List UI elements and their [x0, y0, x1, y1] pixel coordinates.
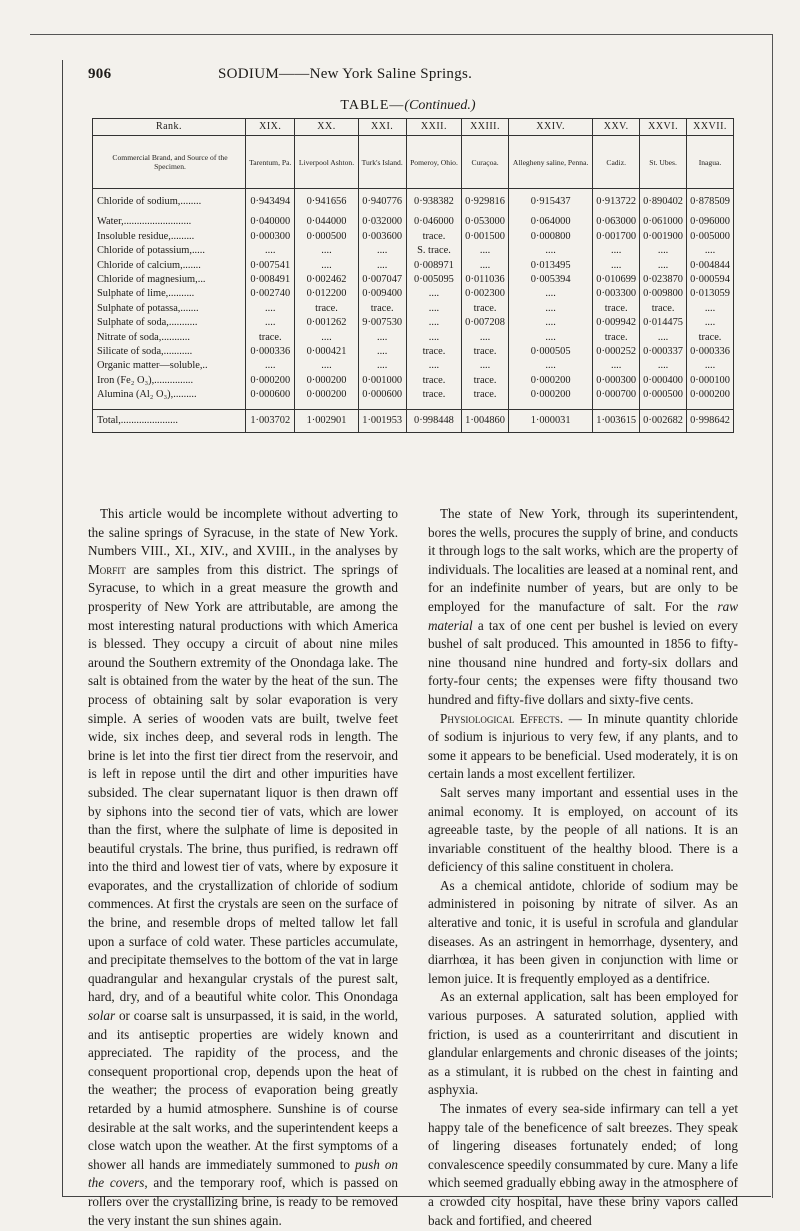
- value-cell: 0·004844: [687, 259, 734, 273]
- row-label: Sulphate of soda,...........: [93, 316, 246, 330]
- value-cell: 0·007047: [358, 273, 406, 287]
- value-cell: 0·063000: [593, 215, 640, 229]
- value-cell: ....: [640, 244, 687, 258]
- source-cell: Curaçoa.: [462, 136, 509, 189]
- value-cell: trace.: [406, 374, 461, 388]
- row-label: Sulphate of lime,..........: [93, 287, 246, 301]
- text-run: This article would be incomplete without adverting to the saline springs of Syracuse, in the state of New York. Numbers VIII., XI., XIV., and XVIII., in the analyses by: [88, 506, 398, 559]
- value-cell: 0·001900: [640, 230, 687, 244]
- value-cell: S. trace.: [406, 244, 461, 258]
- italic-term: solar: [88, 1008, 116, 1024]
- row-label: Chloride of sodium,........: [93, 195, 246, 209]
- value-cell: 0·000400: [640, 374, 687, 388]
- value-cell: ....: [406, 316, 461, 330]
- value-cell: ....: [593, 244, 640, 258]
- column-header: XXII.: [406, 119, 461, 136]
- value-cell: 0·000600: [246, 388, 295, 402]
- text-run: — In minute quantity chloride of sodium is injurious to very few, if any plants, and to some it appears to be beneficial. Used moderately, it is on certain lands a most excellent fertilizer.: [428, 710, 738, 782]
- value-cell: 0·000200: [295, 374, 358, 388]
- value-cell: 0·005000: [687, 230, 734, 244]
- total-value: 0·002682: [640, 409, 687, 432]
- value-cell: 0·002740: [246, 287, 295, 301]
- value-cell: ....: [295, 359, 358, 373]
- value-cell: trace.: [406, 230, 461, 244]
- source-cell: Tarentum, Pa.: [246, 136, 295, 189]
- value-cell: 0·002300: [462, 287, 509, 301]
- value-cell: ....: [358, 259, 406, 273]
- value-cell: trace.: [640, 302, 687, 316]
- analysis-table: [92, 118, 734, 433]
- value-cell: 0·000200: [295, 388, 358, 402]
- value-cell: ....: [246, 316, 295, 330]
- value-cell: ....: [640, 259, 687, 273]
- value-cell: 0·000505: [509, 345, 593, 359]
- value-cell: 0·010699: [593, 273, 640, 287]
- source-cell: Allegheny saline, Penna.: [509, 136, 593, 189]
- text-run: or coarse salt is unsurpassed, it is said, in the world, and its antiseptic properties are widely known and appreciated. The rapidity of the process, and the consequent proportional crop, depends upon the heat of the weather; the process of evaporation being greatly retarded by a humid atmosphere. Sunshine is of course desirable at the salt works, and the superintendent keeps a close watch upon the weather. At the first symptoms of a shower all hands are immediately summoned to: [88, 1008, 398, 1172]
- column-header: XXV.: [593, 119, 640, 136]
- value-cell: ....: [687, 316, 734, 330]
- row-label: Insoluble residue,.........: [93, 230, 246, 244]
- right-column: [428, 505, 738, 1230]
- value-cell: ....: [295, 331, 358, 345]
- source-cell: Pomeroy, Ohio.: [406, 136, 461, 189]
- total-value: 1·002901: [295, 409, 358, 432]
- paragraph: As an external application, salt has been employed for various purposes. A saturated solution, applied with friction, is used as a counterirritant and discutient in glandular enlargements and chronic diseases of the joints; as a stimulant, it is rubbed on the chest in fainting and asphyxia.: [428, 989, 738, 1098]
- value-cell: ....: [358, 345, 406, 359]
- value-cell: 0·000336: [246, 345, 295, 359]
- value-cell: 0·012200: [295, 287, 358, 301]
- column-header: XXVII.: [687, 119, 734, 136]
- value-cell: ....: [509, 316, 593, 330]
- text-run: are samples from this district. The springs of Syracuse, to which in a great measure the growth and prosperity of New York are attributable, are among the most interesting natural productions with which America is blessed. They occupy a circuit of about nine miles around the Southern extremity of the Onondaga lake. The salt is obtained from the water by the heat of the sun. The process of obtaining salt by solar evaporation is very simple. A series of wooden vats are built, twelve feet wide, six inches deep, and several rods in length. The brine is let into the first tier direct from the reservoir, and is left in repose until the dirt and other impurities have subsided. The clear supernatant liquor is then drawn off by siphons into the second tier of vats, which are lower than the first, where the sulphate of lime is deposited in beautiful crystals. The brine, thus purified, is redrawn off into the third and lowest tier of vats, where by exposure it evaporates, and the crystallization of chloride of sodium commences. At first the crystals are seen on the surface of the brine, and resemble drops of melted tallow let fall upon a surface of cold water. These particles accumulate, and precipitate themselves to the bottom of the vat in large quadrangular and hexangular crystals of the purest salt, hard, dry, and of a beautiful white color. This Onondaga: [88, 561, 398, 1005]
- value-cell: 0·000300: [246, 230, 295, 244]
- column-header: XXIII.: [462, 119, 509, 136]
- value-cell: ....: [406, 287, 461, 301]
- value-cell: ....: [406, 302, 461, 316]
- total-label: Total,......................: [93, 409, 246, 432]
- value-cell: trace.: [462, 345, 509, 359]
- value-cell: 0·000200: [509, 388, 593, 402]
- value-cell: ....: [462, 259, 509, 273]
- row-label: Alumina (Al₂ O₃),.........: [93, 388, 246, 402]
- running-title: SODIUM——New York Saline Springs.: [218, 66, 473, 82]
- table-header-row: [93, 119, 734, 136]
- value-cell: ....: [462, 244, 509, 258]
- value-cell: 0·943494: [246, 195, 295, 209]
- value-cell: 0·005394: [509, 273, 593, 287]
- value-cell: 0·009400: [358, 287, 406, 301]
- column-header: XXI.: [358, 119, 406, 136]
- total-row: [93, 409, 734, 432]
- value-cell: 0·061000: [640, 215, 687, 229]
- text-run: The state of New York, through its superintendent, bores the wells, procures the supply of brine, and conducts it through logs to the salt works, which are the property of individuals. The localities are leased at a nominal rent, and for an indefinite number of years, but are only to be employed for the manufacture of salt. For the: [428, 506, 738, 614]
- table-row: [93, 287, 734, 301]
- value-cell: ....: [246, 302, 295, 316]
- value-cell: ....: [640, 331, 687, 345]
- value-cell: trace.: [358, 302, 406, 316]
- author-name: Morfit: [88, 561, 126, 577]
- value-cell: 0·003300: [593, 287, 640, 301]
- value-cell: 0·064000: [509, 215, 593, 229]
- value-cell: 0·046000: [406, 215, 461, 229]
- text-run: , and the temporary roof, which is passed on rollers over the crystallizing brine, is ready to be removed the very instant the sun shines again.: [88, 1175, 398, 1228]
- value-cell: trace.: [593, 302, 640, 316]
- total-value: 1·003702: [246, 409, 295, 432]
- table-row: [93, 195, 734, 209]
- value-cell: ....: [358, 244, 406, 258]
- value-cell: 0·938382: [406, 195, 461, 209]
- value-cell: trace.: [593, 331, 640, 345]
- value-cell: 0·000421: [295, 345, 358, 359]
- outer-rule-top: [30, 34, 772, 35]
- source-cell: Inagua.: [687, 136, 734, 189]
- value-cell: 0·013059: [687, 287, 734, 301]
- value-cell: 0·001700: [593, 230, 640, 244]
- column-header: XXIV.: [509, 119, 593, 136]
- value-cell: 0·013495: [509, 259, 593, 273]
- value-cell: 0·003600: [358, 230, 406, 244]
- value-cell: 0·000594: [687, 273, 734, 287]
- value-cell: 0·000200: [509, 374, 593, 388]
- table-row: [93, 302, 734, 316]
- total-value: 1·001953: [358, 409, 406, 432]
- value-cell: trace.: [462, 374, 509, 388]
- table-row: [93, 316, 734, 330]
- source-cell: Liverpool Ashton.: [295, 136, 358, 189]
- value-cell: 0·009800: [640, 287, 687, 301]
- value-cell: 0·005095: [406, 273, 461, 287]
- rank-header: Rank.: [93, 119, 246, 136]
- value-cell: 0·915437: [509, 195, 593, 209]
- column-header: XIX.: [246, 119, 295, 136]
- table-row: [93, 388, 734, 402]
- table-caption-label: TABLE—: [340, 98, 405, 113]
- value-cell: trace.: [246, 331, 295, 345]
- value-cell: 0·929816: [462, 195, 509, 209]
- table-row: [93, 230, 734, 244]
- value-cell: 0·001262: [295, 316, 358, 330]
- value-cell: 0·000300: [593, 374, 640, 388]
- paragraph: [428, 710, 738, 784]
- table-caption-continued: (Continued.): [404, 98, 476, 113]
- value-cell: 0·941656: [295, 195, 358, 209]
- table-row: [93, 359, 734, 373]
- value-cell: 0·001000: [358, 374, 406, 388]
- value-cell: 0·011036: [462, 273, 509, 287]
- value-cell: ....: [358, 331, 406, 345]
- paragraph: As a chemical antidote, chloride of sodium may be administered in poisoning by nitrate of silver. As an alterative and tonic, it is useful in scrofula and glandular diseases. As an astringent in hemorrhage, dysentery, and diarrhœa, it has been given in conjunction with lime or lemon juice. It is frequently employed as a dentifrice.: [428, 877, 738, 986]
- value-cell: ....: [687, 244, 734, 258]
- row-label: Nitrate of soda,...........: [93, 331, 246, 345]
- value-cell: ....: [593, 259, 640, 273]
- value-cell: ....: [640, 359, 687, 373]
- table-row: [93, 273, 734, 287]
- value-cell: 0·940776: [358, 195, 406, 209]
- italic-term: push on the covers: [88, 1156, 399, 1191]
- row-label: Sulphate of potassa,.......: [93, 302, 246, 316]
- value-cell: ....: [406, 331, 461, 345]
- row-label: Water,..........................: [93, 215, 246, 229]
- row-label: Iron (Fe₂ O₃),...............: [93, 374, 246, 388]
- value-cell: ....: [509, 287, 593, 301]
- table-row: [93, 215, 734, 229]
- value-cell: 0·000500: [295, 230, 358, 244]
- table-row: [93, 244, 734, 258]
- value-cell: ....: [406, 359, 461, 373]
- value-cell: ....: [462, 359, 509, 373]
- value-cell: ....: [462, 331, 509, 345]
- italic-term: raw material: [428, 598, 738, 633]
- total-value: 1·000031: [509, 409, 593, 432]
- value-cell: 0·014475: [640, 316, 687, 330]
- source-row: [93, 136, 734, 189]
- column-header: XXVI.: [640, 119, 687, 136]
- table-row: [93, 331, 734, 345]
- value-cell: 0·000500: [640, 388, 687, 402]
- value-cell: 0·053000: [462, 215, 509, 229]
- table-caption: [88, 98, 728, 114]
- value-cell: 0·007208: [462, 316, 509, 330]
- source-cell: St. Ubes.: [640, 136, 687, 189]
- value-cell: ....: [687, 302, 734, 316]
- table-row: [93, 259, 734, 273]
- row-label: Silicate of soda,...........: [93, 345, 246, 359]
- value-cell: ....: [246, 244, 295, 258]
- value-cell: ....: [295, 244, 358, 258]
- running-header: [88, 64, 738, 88]
- text-run: a tax of one cent per bushel is levied on every bushel of salt produced. This amounted in 1856 to fifty-nine thousand nine hundred and forty-six dollars and forty-four cents; the expenses were fifty thousand two hundred and fifty-five dollars and sixty-five cents.: [428, 617, 738, 707]
- value-cell: 9·007530: [358, 316, 406, 330]
- value-cell: 0·009942: [593, 316, 640, 330]
- paragraph: Salt serves many important and essential uses in the animal economy. It is employed, on account of its agreeable taste, by the people of all nations. It is an invariable constituent of the healthy blood. There is a deficiency of this saline constituent in cholera.: [428, 784, 738, 875]
- table-row: [93, 374, 734, 388]
- value-cell: trace.: [687, 331, 734, 345]
- total-value: 1·003615: [593, 409, 640, 432]
- value-cell: trace.: [295, 302, 358, 316]
- value-cell: 0·008971: [406, 259, 461, 273]
- value-cell: 0·023870: [640, 273, 687, 287]
- row-label: Chloride of magnesium,...: [93, 273, 246, 287]
- left-column: [88, 505, 398, 1230]
- section-heading: Physiological Effects.: [440, 710, 564, 726]
- value-cell: ....: [687, 359, 734, 373]
- source-cell: Turk's Island.: [358, 136, 406, 189]
- table-row: [93, 345, 734, 359]
- total-value: 1·004860: [462, 409, 509, 432]
- value-cell: 0·096000: [687, 215, 734, 229]
- value-cell: ....: [509, 331, 593, 345]
- value-cell: trace.: [462, 388, 509, 402]
- value-cell: ....: [246, 359, 295, 373]
- value-cell: 0·000100: [687, 374, 734, 388]
- row-label: Chloride of calcium,.......: [93, 259, 246, 273]
- value-cell: 0·000337: [640, 345, 687, 359]
- paragraph: [428, 505, 738, 710]
- source-label: Commercial Brand, and Source of the Specimen.: [93, 136, 246, 189]
- row-label: Chloride of potassium,.....: [93, 244, 246, 258]
- value-cell: ....: [509, 244, 593, 258]
- value-cell: ....: [509, 359, 593, 373]
- value-cell: 0·000800: [509, 230, 593, 244]
- value-cell: 0·007541: [246, 259, 295, 273]
- source-cell: Cadiz.: [593, 136, 640, 189]
- value-cell: 0·032000: [358, 215, 406, 229]
- value-cell: 0·000200: [246, 374, 295, 388]
- value-cell: 0·000252: [593, 345, 640, 359]
- value-cell: 0·002462: [295, 273, 358, 287]
- value-cell: 0·001500: [462, 230, 509, 244]
- value-cell: ....: [358, 359, 406, 373]
- value-cell: 0·000600: [358, 388, 406, 402]
- value-cell: trace.: [462, 302, 509, 316]
- column-header: XX.: [295, 119, 358, 136]
- value-cell: 0·044000: [295, 215, 358, 229]
- total-value: 0·998642: [687, 409, 734, 432]
- value-cell: 0·000700: [593, 388, 640, 402]
- value-cell: ....: [509, 302, 593, 316]
- row-label: Organic matter—soluble,..: [93, 359, 246, 373]
- paragraph: [88, 505, 398, 1230]
- value-cell: 0·008491: [246, 273, 295, 287]
- value-cell: trace.: [406, 388, 461, 402]
- value-cell: trace.: [406, 345, 461, 359]
- value-cell: 0·040000: [246, 215, 295, 229]
- value-cell: 0·000200: [687, 388, 734, 402]
- total-value: 0·998448: [406, 409, 461, 432]
- value-cell: 0·000336: [687, 345, 734, 359]
- value-cell: ....: [295, 259, 358, 273]
- paragraph: The inmates of every sea-side infirmary can tell a yet happy tale of the beneficence of salt breezes. They speak of lingering diseases fortunately ended; of long convalescence speedily consummated by cure. Many a life which seemed gradually ebbing away in the atmosphere of a crowded city hospital, have these briny vapors called back and fortified, and cheered: [428, 1101, 738, 1228]
- outer-rule-right: [772, 34, 773, 1198]
- value-cell: 0·890402: [640, 195, 687, 209]
- value-cell: 0·913722: [593, 195, 640, 209]
- page-number: 906: [88, 66, 112, 82]
- value-cell: 0·878509: [687, 195, 734, 209]
- value-cell: ....: [593, 359, 640, 373]
